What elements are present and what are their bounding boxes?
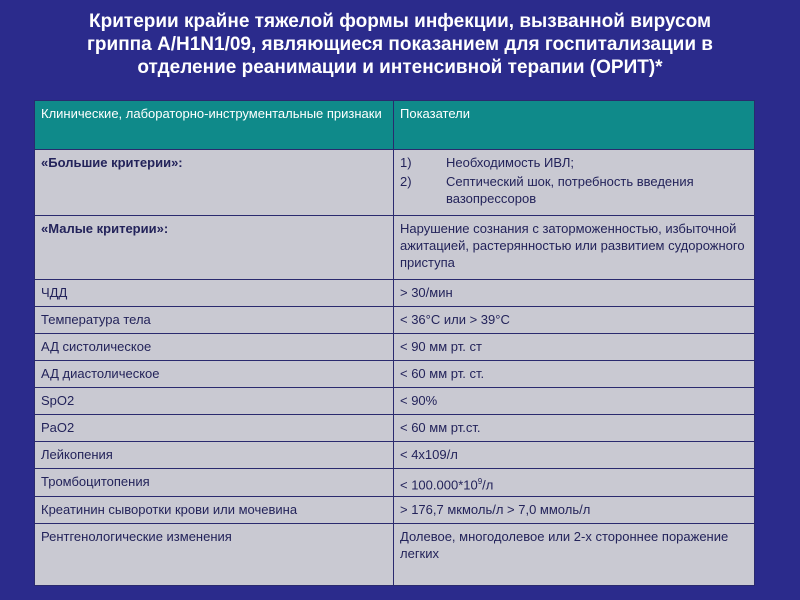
- row-value: Долевое, многодолевое или 2-х стороннее поражение легких: [394, 524, 755, 586]
- row-value: < 60 мм рт.ст.: [394, 415, 755, 442]
- row-label: Креатинин сыворотки крови или мочевина: [35, 497, 394, 524]
- list-item: 2) Септический шок, потребность введения вазопрессоров: [400, 174, 694, 206]
- row-value: > 176,7 мкмоль/л > 7,0 ммоль/л: [394, 497, 755, 524]
- table-row: [35, 280, 755, 307]
- row-value: < 60 мм рт. ст.: [394, 361, 755, 388]
- criteria-table: [34, 100, 755, 586]
- table-header-row: [35, 101, 755, 150]
- major-criteria-label: «Большие критерии»:: [35, 150, 394, 216]
- title-line-3: отделение реанимации и интенсивной терапии (ОРИТ)*: [137, 57, 663, 78]
- header-signs: Клинические, лабораторно-инструментальные признаки: [35, 101, 394, 150]
- row-label: АД диастолическое: [35, 361, 394, 388]
- major-criteria-list: [400, 154, 748, 207]
- table-row: [35, 388, 755, 415]
- minor-criteria-value: Нарушение сознания с заторможенностью, избыточной ажитацией, растерянностью или развитием судорожного приступа: [394, 216, 755, 280]
- row-label: SpO2: [35, 388, 394, 415]
- row-label: PaO2: [35, 415, 394, 442]
- minor-criteria-label: «Малые критерии»:: [35, 216, 394, 280]
- table-row: [35, 307, 755, 334]
- row-label: Рентгенологические изменения: [35, 524, 394, 586]
- table-row: [35, 442, 755, 469]
- header-indicators: Показатели: [394, 101, 755, 150]
- title-line-2: гриппа А/H1N1/09, являющиеся показанием для госпитализации в: [87, 34, 713, 55]
- slide-title: [30, 10, 770, 79]
- table-row: [35, 497, 755, 524]
- row-value: < $100.000*10^9/л$: [394, 469, 755, 497]
- title-line-1: Критерии крайне тяжелой формы инфекции, вызванной вирусом: [89, 11, 711, 32]
- table-row: [35, 361, 755, 388]
- table-row: [35, 469, 755, 497]
- row-value: < 36°С или > 39°С: [394, 307, 755, 334]
- row-label: АД систолическое: [35, 334, 394, 361]
- row-value: > 30/мин: [394, 280, 755, 307]
- row-label: Тромбоцитопения: [35, 469, 394, 497]
- major-criteria-value: [394, 150, 755, 216]
- table-row: [35, 524, 755, 586]
- table-row-minor: [35, 216, 755, 280]
- row-label: Температура тела: [35, 307, 394, 334]
- row-value: < 90 мм рт. ст: [394, 334, 755, 361]
- list-item: 1) Необходимость ИВЛ;: [400, 155, 575, 170]
- row-label: ЧДД: [35, 280, 394, 307]
- row-label: Лейкопения: [35, 442, 394, 469]
- table-row: [35, 415, 755, 442]
- row-value: < 90%: [394, 388, 755, 415]
- table-row-major: [35, 150, 755, 216]
- table-row: [35, 334, 755, 361]
- row-value: < 4х109/л: [394, 442, 755, 469]
